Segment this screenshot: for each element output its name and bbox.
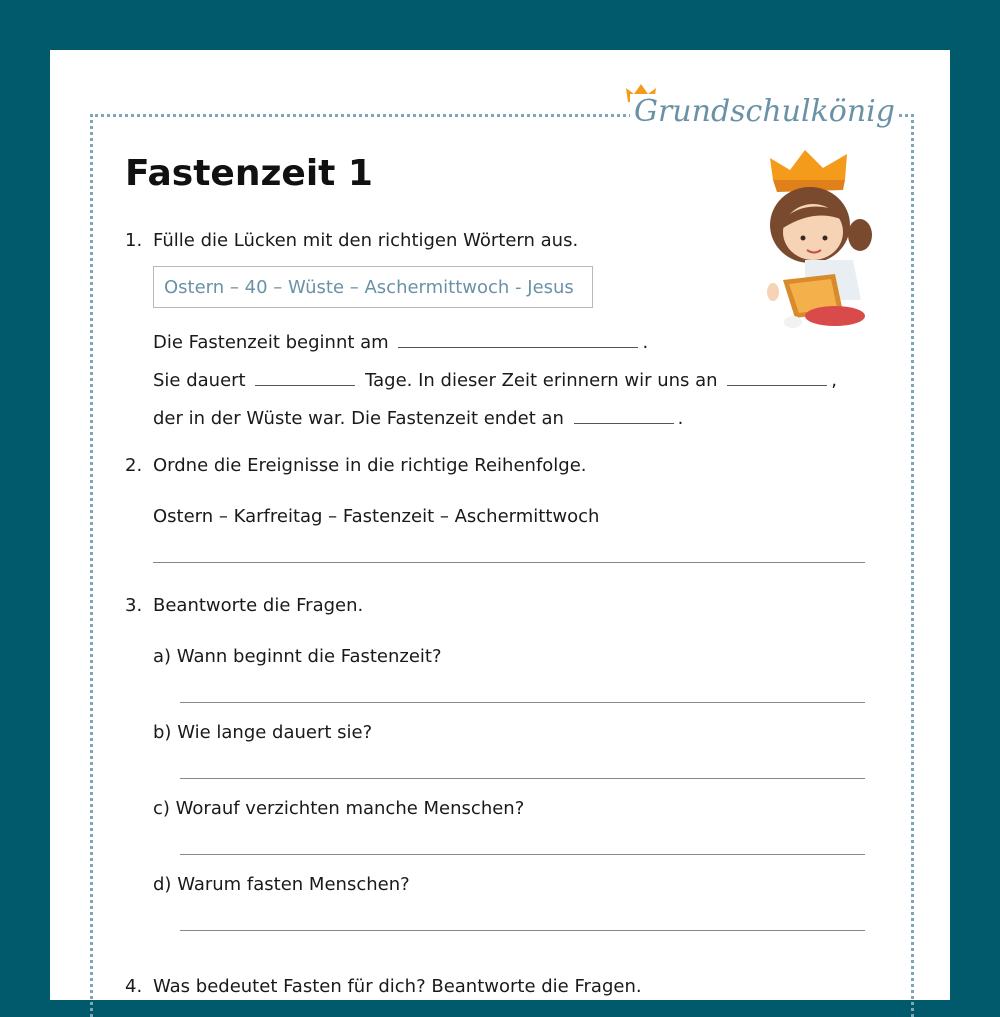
answer-line-d[interactable] [180,930,865,931]
brand-logo: Grundschulkönig [630,94,899,129]
answer-line-b[interactable] [180,778,865,779]
task-2-instruction: 2. Ordne die Ereignisse in die richtige Reihenfolge. [125,455,587,476]
page-title: Fastenzeit 1 [125,153,373,194]
answer-line-a[interactable] [180,702,865,703]
blank-end[interactable] [574,405,674,424]
question-c: c) Worauf verzichten manche Menschen? [153,798,525,819]
answer-line-c[interactable] [180,854,865,855]
girl-reading-illustration [765,150,885,330]
cloze-line-2: Sie dauert Tage. In dieser Zeit erinnern wir uns an , [153,367,837,391]
word-bank: Ostern – 40 – Wüste – Aschermittwoch - Jesus [153,266,593,308]
cloze-line-3: der in der Wüste war. Die Fastenzeit endet an . [153,405,683,429]
task-4-instruction: 4. Was bedeutet Fasten für dich? Beantworte die Fragen. [125,976,642,997]
answer-line-order[interactable] [153,562,865,563]
question-a: a) Wann beginnt die Fastenzeit? [153,646,442,667]
cloze-line-1: Die Fastenzeit beginnt am . [153,329,648,353]
task-2-events: Ostern – Karfreitag – Fastenzeit – Aschermittwoch [153,506,600,527]
question-d: d) Warum fasten Menschen? [153,874,410,895]
task-1-instruction: 1. Fülle die Lücken mit den richtigen Wörtern aus. [125,230,579,251]
worksheet [50,50,950,1000]
blank-days[interactable] [255,367,355,386]
question-b: b) Wie lange dauert sie? [153,722,373,743]
task-3-instruction: 3. Beantworte die Fragen. [125,595,364,616]
blank-person[interactable] [727,367,827,386]
blank-begin[interactable] [398,329,638,348]
